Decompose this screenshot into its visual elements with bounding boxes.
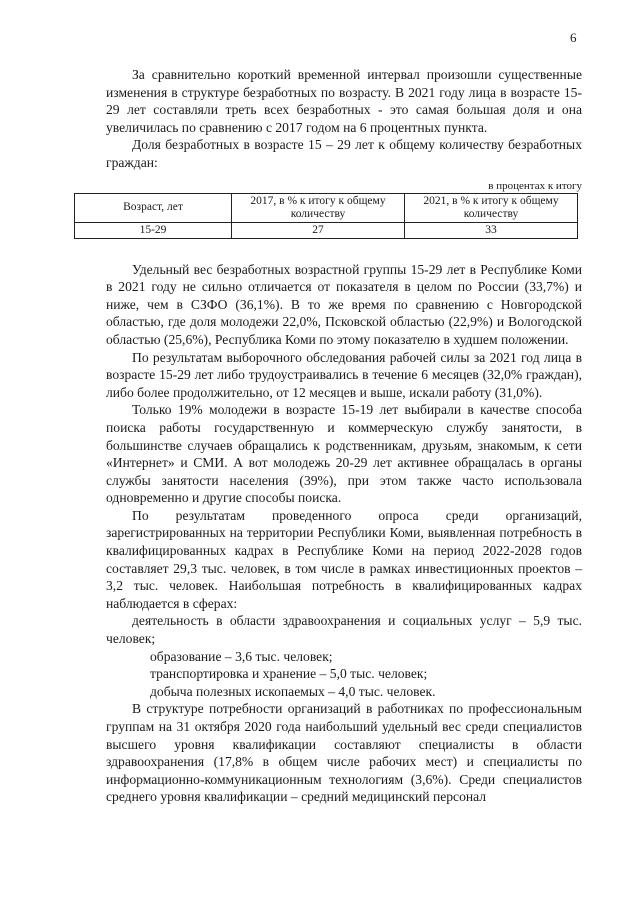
paragraph: Удельный вес безработных возрастной группы 15-29 лет в Республике Коми в 2021 году не сильно отличается от показателя в целом по России (33,7%) и ниже, чем в СЗФО (36,1%). В то же время по сравнению с Новгородской областью, где доля молодежи 22,0%, Псковской областью (22,9%) и Вологодской областью (25,6%), Республика Коми по этому показателю в худшем положении. <box>106 261 582 347</box>
table-header-row <box>75 193 578 222</box>
table-header-cell: 2017, в % к итогу к общему количеству <box>232 193 405 222</box>
table-header-cell: Возраст, лет <box>75 193 232 222</box>
list-item: деятельность в области здравоохранения и социальных услуг – 5,9 тыс. человек; <box>106 613 582 647</box>
paragraph: Доля безработных в возрасте 15 – 29 лет к общему количеству безработных граждан: <box>106 137 582 170</box>
table-cell: 15-29 <box>75 222 232 238</box>
page-number: 6 <box>570 30 577 45</box>
list-item: транспортировка и хранение – 5,0 тыс. человек; <box>150 666 428 682</box>
list-item: добыча полезных ископаемых – 4,0 тыс. человек. <box>150 683 436 699</box>
table-cell: 33 <box>405 222 578 238</box>
paragraph: По результатам выборочного обследования рабочей силы за 2021 год лица в возрасте 15-29 лет либо трудоустраивались в течение 6 месяцев (32,0% граждан), либо более продолжительно, от 12 месяцев и выше, искали работу (31,0%). <box>106 349 582 400</box>
paragraph: В структуре потребности организаций в работниках по профессиональным группам на 31 октября 2020 года наибольший удельный вес среди специалистов высшего уровня квалификации составляют специалисты в области здравоохранения (17,8% в общем числе рабочих мест) и специалисты по информационно-коммуникационным технологиям (3,6%). Среди специалистов среднего уровня квалификации – средний медицинский персонал <box>106 701 582 805</box>
paragraph: По результатам проведенного опроса среди организаций, зарегистрированных на территории Республики Коми, выявленная потребность в квалифицированных кадрах в Республике Коми на период 2022-2028 годов составляет 29,3 тыс. человек, в том числе в рамках инвестиционных проектов – 3,2 тыс. человек. Наибольшая потребность в квалифицированных кадрах наблюдается в сферах: <box>106 507 582 611</box>
table-cell: 27 <box>232 222 405 238</box>
table-row <box>75 222 578 238</box>
list-item: образование – 3,6 тыс. человек; <box>150 648 333 664</box>
paragraph: За сравнительно короткий временной интервал произошли существенные изменения в структуре безработных по возрасту. В 2021 году лица в возрасте 15-29 лет составляли треть всех безработных - это самая большая доля и она увеличилась по сравнению с 2017 годом на 6 процентных пункта. <box>106 67 582 135</box>
document-body <box>106 66 582 806</box>
table-unit-note: в процентах к итогу <box>488 179 582 192</box>
unemployment-share-table <box>74 193 578 239</box>
table-header-cell: 2021, в % к итогу к общему количеству <box>405 193 578 222</box>
paragraph: Только 19% молодежи в возрасте 15-19 лет выбирали в качестве способа поиска работы государственную и коммерческую службу занятости, в большинстве случаев обращались к родственникам, друзьям, знакомым, к сети «Интернет» и СМИ. А вот молодежь 20-29 лет активнее обращалась в органы службы занятости населения (39%), при этом также часто использовала одновременно и другие способы поиска. <box>106 402 582 506</box>
